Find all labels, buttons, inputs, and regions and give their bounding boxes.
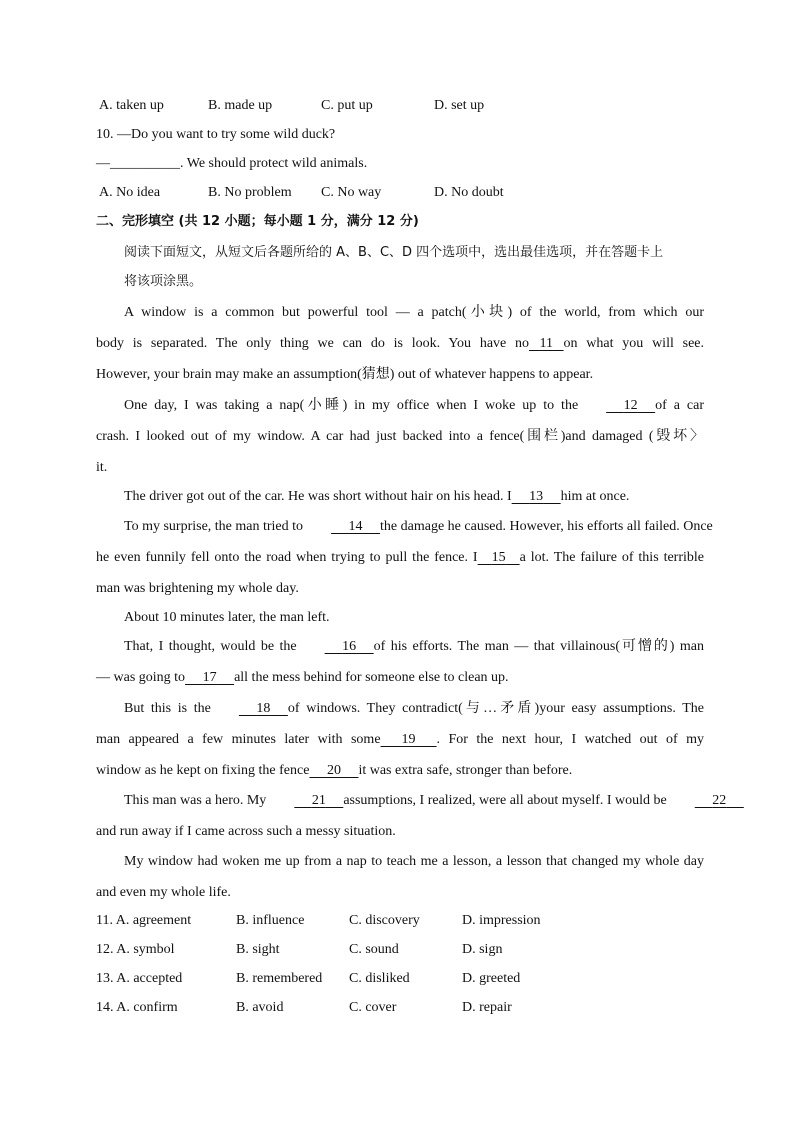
p4-text-b: the damage he caused. However, his efforts all failed. Once <box>380 519 713 534</box>
section-instruction-line1: 阅读下面短文，从短文后各题所给的 A、B、C、D 四个选项中，选出最佳选项，并在答题卡上 <box>124 245 664 260</box>
passage-paragraph-9 <box>96 853 704 915</box>
blank-14[interactable] <box>303 518 380 536</box>
q9-option-b: B. made up <box>208 98 273 113</box>
passage-paragraph-6 <box>96 638 704 700</box>
p2-text-b: of a car <box>655 398 704 413</box>
p2-line-1 <box>96 397 704 428</box>
blank-21-number: 21 <box>311 793 326 808</box>
p4-text-d: a lot. The failure of this terrible <box>519 550 704 565</box>
q10-stem: 10. —Do you want to try some wild duck? <box>96 127 336 142</box>
q12-option-a: 12. A. symbol <box>96 942 175 957</box>
q11-option-c: C. discovery <box>349 913 420 928</box>
p8-line-1 <box>96 792 727 823</box>
passage-paragraph-5: About 10 minutes later, the man left. <box>124 610 330 625</box>
blank-16-number: 16 <box>342 639 357 654</box>
p7-text-f: it was extra safe, stronger than before. <box>358 763 573 778</box>
p9-line-2: and even my whole life. <box>96 885 231 900</box>
q12-option-c: C. sound <box>349 942 399 957</box>
p1-line-3: However, your brain may make an assumption(猜想) out of whatever happens to appear. <box>96 367 594 382</box>
passage-paragraph-4 <box>96 518 713 611</box>
p7-text-a: But this is the <box>124 701 211 716</box>
q9-option-d: D. set up <box>434 98 485 113</box>
q9-options <box>0 97 800 115</box>
p7-text-e: window as he kept on fixing the fence <box>96 763 310 778</box>
blank-22-number: 22 <box>712 793 727 808</box>
q11-option-d: D. impression <box>462 913 541 928</box>
section-title: 二、完形填空 (共 12 小题；每小题 1 分，满分 12 分) <box>96 214 419 229</box>
blank-13-number: 13 <box>529 489 544 504</box>
p9-line-1: My window had woken me up from a nap to teach me a lesson, a lesson that changed my whole day <box>124 854 704 869</box>
q14-option-c: C. cover <box>349 1000 397 1015</box>
p8-text-a: This man was a hero. My <box>124 793 267 808</box>
p3-text-b: him at once. <box>560 489 630 504</box>
question-13-options <box>0 970 800 988</box>
passage-paragraph-1 <box>96 304 704 397</box>
blank-18-number: 18 <box>256 701 271 716</box>
blank-15[interactable] <box>478 549 520 567</box>
blank-18[interactable] <box>211 700 288 718</box>
p2-text-a: One day, I was taking a nap(小睡) in my office when I woke up to the <box>124 398 579 413</box>
p7-text-d: . For the next hour, I watched out of my <box>436 732 704 747</box>
section-instruction-line2: 将该项涂黑。 <box>124 274 203 289</box>
q10-reply: —__________. We should protect wild animals. <box>96 156 368 171</box>
blank-11[interactable] <box>529 335 563 353</box>
question-11-options <box>0 912 800 930</box>
q10-option-c: C. No way <box>321 185 382 200</box>
p4-text-a: To my surprise, the man tried to <box>124 519 304 534</box>
q13-option-a: 13. A. accepted <box>96 971 183 986</box>
p1-line-1: A window is a common but powerful tool — a patch(小块) of the world, from which our <box>124 305 704 320</box>
p4-text-c: he even funnily fell onto the road when trying to pull the fence. I <box>96 550 478 565</box>
q13-option-d: D. greeted <box>462 971 521 986</box>
p6-line-2 <box>96 669 704 700</box>
blank-20[interactable] <box>309 762 358 780</box>
p1-text-a: body is separated. The only thing we can do is look. You have no <box>96 336 530 351</box>
p2-line-3: it. <box>96 460 108 475</box>
blank-12[interactable] <box>578 397 655 415</box>
p4-line-2 <box>96 549 704 580</box>
question-12-options <box>0 941 800 959</box>
blank-21[interactable] <box>266 792 343 810</box>
passage-paragraph-2 <box>96 397 704 490</box>
q10-options <box>0 184 800 202</box>
p3-text-a: The driver got out of the car. He was short without hair on his head. I <box>124 489 512 504</box>
passage-paragraph-8 <box>96 792 727 854</box>
q12-option-d: D. sign <box>462 942 503 957</box>
blank-17[interactable] <box>185 669 234 687</box>
blank-20-number: 20 <box>326 763 341 778</box>
blank-12-number: 12 <box>623 398 638 413</box>
q14-option-b: B. avoid <box>236 1000 284 1015</box>
p4-line-1 <box>96 518 713 549</box>
p7-line-1 <box>96 700 704 731</box>
p6-text-c: — was going to <box>96 670 186 685</box>
passage-paragraph-3 <box>124 488 629 506</box>
blank-22[interactable] <box>667 792 744 810</box>
q10-option-a: A. No idea <box>99 185 161 200</box>
q14-option-d: D. repair <box>462 1000 512 1015</box>
blank-13[interactable] <box>512 488 561 506</box>
p6-line-1 <box>96 638 704 669</box>
q13-option-c: C. disliked <box>349 971 410 986</box>
q14-option-a: 14. A. confirm <box>96 1000 178 1015</box>
blank-19[interactable] <box>381 731 437 749</box>
p8-line-2: and run away if I came across such a messy situation. <box>96 824 396 839</box>
blank-14-number: 14 <box>348 519 363 534</box>
p7-line-3 <box>96 762 704 793</box>
q12-option-b: B. sight <box>236 942 280 957</box>
blank-16[interactable] <box>297 638 374 656</box>
q9-option-a: A. taken up <box>99 98 164 113</box>
blank-11-number: 11 <box>539 336 554 351</box>
p7-text-c: man appeared a few minutes later with some <box>96 732 381 747</box>
p8-text-b: assumptions, I realized, were all about myself. I would be <box>343 793 667 808</box>
blank-19-number: 19 <box>401 732 416 747</box>
q11-option-a: 11. A. agreement <box>96 913 192 928</box>
p1-line-2 <box>96 335 704 366</box>
q11-option-b: B. influence <box>236 913 305 928</box>
p1-text-b: on what you will see. <box>563 336 704 351</box>
q10-option-b: B. No problem <box>208 185 292 200</box>
blank-17-number: 17 <box>202 670 217 685</box>
p6-text-b: of his efforts. The man — that villainous(可憎的) man <box>373 639 704 654</box>
p4-line-3: man was brightening my whole day. <box>96 581 299 596</box>
q13-option-b: B. remembered <box>236 971 323 986</box>
q10-option-d: D. No doubt <box>434 185 504 200</box>
p7-text-b: of windows. They contradict(与…矛盾)your easy assumptions. The <box>287 701 704 716</box>
p6-text-d: all the mess behind for someone else to clean up. <box>234 670 509 685</box>
p7-line-2 <box>96 731 704 762</box>
passage-paragraph-7 <box>96 700 704 793</box>
p6-text-a: That, I thought, would be the <box>124 639 297 654</box>
question-14-options <box>0 999 800 1017</box>
blank-15-number: 15 <box>491 550 506 565</box>
q9-option-c: C. put up <box>321 98 373 113</box>
p2-line-2: crash. I looked out of my window. A car had just backed into a fence(围栏)and damaged (毁坏〉 <box>96 429 704 444</box>
